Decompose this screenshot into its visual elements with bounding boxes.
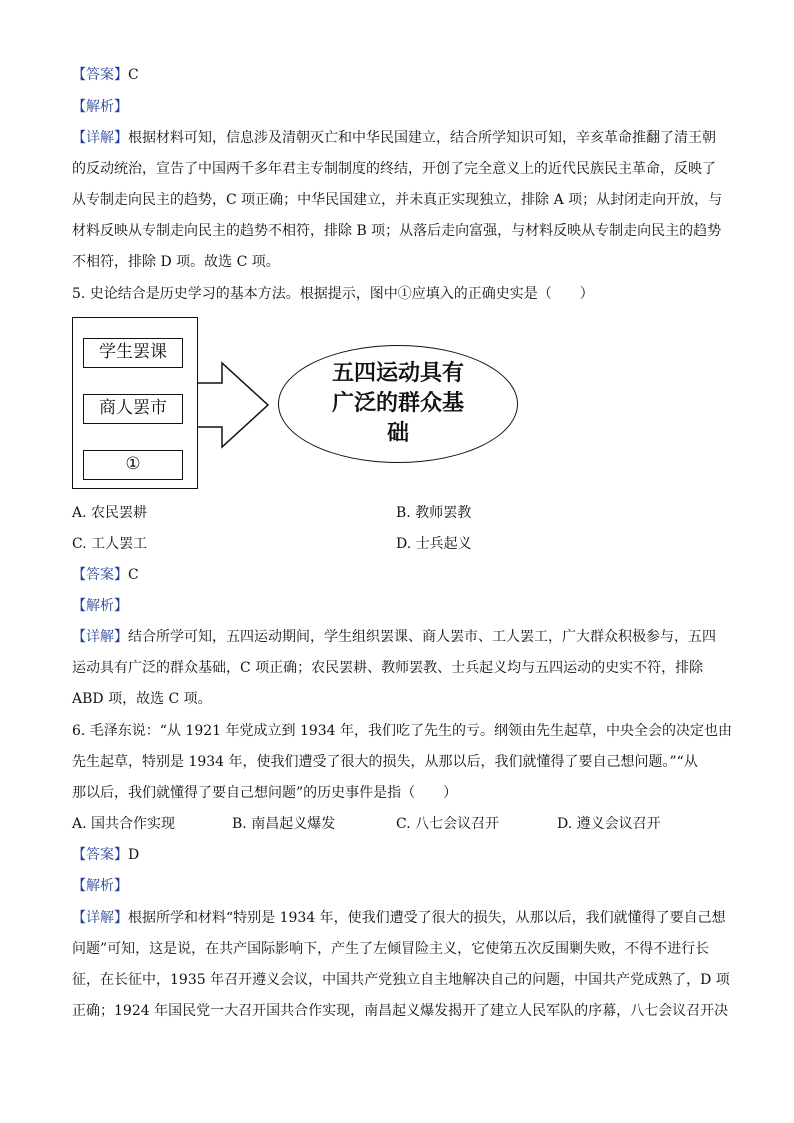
question-5-diagram (72, 317, 532, 492)
answer-row (72, 565, 139, 585)
option-a[interactable]: A. 农民罢耕 (72, 505, 148, 521)
question-5-stem: 5. 史论结合是历史学习的基本方法。根据提示，图中①应填入的正确史实是（ ） (72, 286, 594, 302)
analysis-label: 【解析】 (72, 99, 128, 115)
option-b[interactable]: B. 南昌起义爆发 (232, 816, 336, 832)
detail-line: 运动具有广泛的群众基础，C 项正确；农民罢耕、教师罢教、士兵起义均与五四运动的史实不符，排除 (72, 660, 704, 676)
analysis-label: 【解析】 (72, 878, 128, 894)
detail-line: ABD 项，故选 C 项。 (72, 691, 212, 707)
fact-box-merchants: 商人罢市 (83, 394, 183, 424)
fact-box-blank: ① (83, 450, 183, 480)
detail-line: 【详解】结合所学可知，五四运动期间，学生组织罢课、商人罢市、工人罢工，广大群众积极参与，五四 (72, 629, 716, 645)
option-a[interactable]: A. 国共合作实现 (72, 816, 176, 832)
detail-line: 征，在长征中，1935 年召开遵义会议，中国共产党独立自主地解决自己的问题，中国共产党成熟了，D 项 (72, 972, 730, 988)
analysis-label: 【解析】 (72, 598, 128, 614)
answer-label: 【答案】 (72, 67, 128, 83)
answer-label: 【答案】 (72, 847, 128, 863)
option-c[interactable]: C. 八七会议召开 (396, 816, 500, 832)
conclusion-ellipse (278, 345, 518, 463)
detail-line: 【详解】根据材料可知，信息涉及清朝灭亡和中华民国建立，结合所学知识可知，辛亥革命推翻了清王朝 (72, 130, 716, 146)
option-d[interactable]: D. 遵义会议召开 (557, 816, 661, 832)
answer-label: 【答案】 (72, 567, 128, 583)
detail-label: 【详解】 (72, 910, 128, 926)
detail-line: 不相符，排除 D 项。故选 C 项。 (72, 254, 280, 270)
question-6-stem: 先生起草，特别是 1934 年，使我们遭受了很大的损失，从那以后，我们就懂得了要自己想问题。”“从 (72, 754, 698, 770)
detail-label: 【详解】 (72, 130, 128, 146)
question-6-stem: 6. 毛泽东说：“从 1921 年党成立到 1934 年，我们吃了先生的亏。纲领由先生起草，中央全会的决定也由 (72, 723, 733, 739)
detail-line: 材料反映从专制走向民主的趋势不相符，排除 B 项；从落后走向富强，与材料反映从专制走向民主的趋势 (72, 223, 722, 239)
question-6-stem: 那以后，我们就懂得了要自己想问题”的历史事件是指（ ） (72, 785, 458, 801)
detail-line: 【详解】根据所学和材料“特别是 1934 年，使我们遭受了很大的损失，从那以后，我们就懂得了要自己想 (72, 910, 726, 926)
answer-value: C (128, 67, 139, 83)
detail-line: 从专制走向民主的趋势，C 项正确；中华民国建立，并未真正实现独立，排除 A 项；从封闭走向开放，与 (72, 192, 723, 208)
option-b[interactable]: B. 教师罢教 (396, 505, 472, 521)
answer-row (72, 65, 139, 85)
answer-value: C (128, 567, 139, 583)
answer-row (72, 845, 139, 865)
conclusion-text: 五四运动具有广泛的群众基础 (331, 361, 464, 446)
option-d[interactable]: D. 士兵起义 (396, 536, 472, 552)
answer-value: D (128, 847, 140, 863)
detail-line: 正确；1924 年国民党一大召开国共合作实现，南昌起义爆发揭开了建立人民军队的序幕，八七会议召开决 (72, 1003, 729, 1019)
fact-box-group (72, 317, 198, 489)
detail-label: 【详解】 (72, 629, 128, 645)
option-c[interactable]: C. 工人罢工 (72, 536, 148, 552)
fact-box-students: 学生罢课 (83, 338, 183, 368)
detail-line: 问题”可知，这是说，在共产国际影响下，产生了左倾冒险主义，它使第五次反围剿失败，不得不进行长 (72, 941, 710, 957)
detail-line: 的反动统治，宣告了中国两千多年君主专制制度的终结，开创了完全意义上的近代民族民主革命，反映了 (72, 161, 716, 177)
